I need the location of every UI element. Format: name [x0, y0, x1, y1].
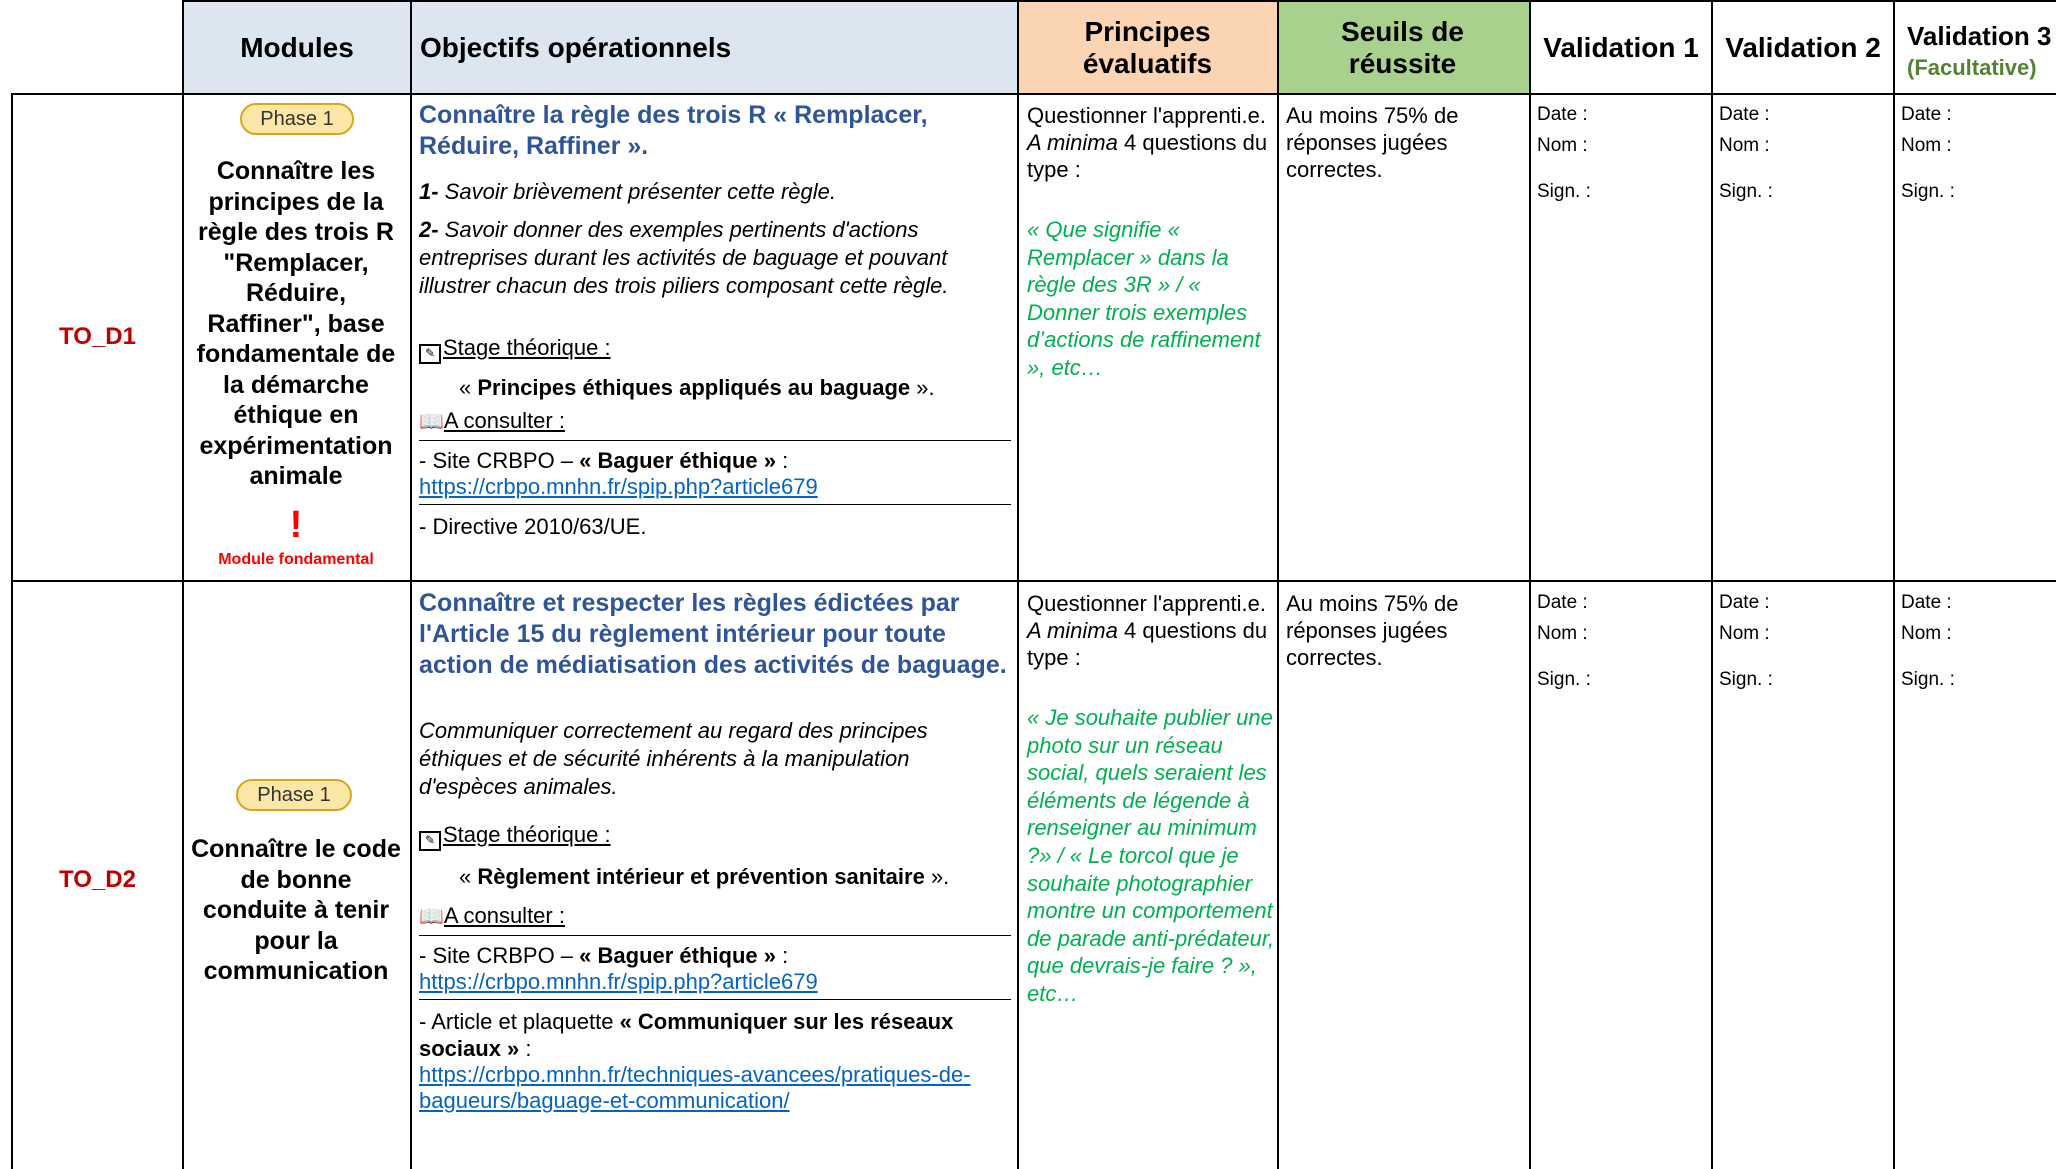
row-1-objective-title: Connaître la règle des trois R « Remplacer, Réduire, Raffiner ». — [419, 101, 928, 160]
row-1-v2-nom[interactable]: Nom : — [1719, 135, 1770, 156]
row-1-v2-sign[interactable]: Sign. : — [1719, 181, 1773, 202]
row-2-divider-1 — [419, 935, 1011, 936]
row-2-validation-1 — [1537, 590, 1707, 693]
row-2-stage-course — [419, 863, 1011, 890]
row-1-stage-title: Principes éthiques appliqués au baguage — [477, 375, 911, 400]
row-1-subgoal-2-text: Savoir donner des exemples pertinents d'actions entreprises durant les activités de baguage et pouvant illustrer chacun des trois piliers composant cette règle. — [419, 217, 949, 298]
row-1-fundamental-label: Module fondamental — [218, 551, 374, 568]
row-1-principes-1: Questionner l'apprenti.e. — [1027, 103, 1267, 128]
row-1-v1-nom[interactable]: Nom : — [1537, 135, 1588, 156]
row-1-module-title: Connaître les principes de la règle des trois R "Remplacer, Réduire, Raffiner", base fondamentale de la démarche éthique en expérimentation animale — [196, 157, 396, 490]
row-2-subgoal: Communiquer correctement au regard des principes éthiques et de sécurité inhérents à la manipulation d'espèces animales. — [419, 718, 928, 799]
header-validation-3-note: (Facultative) — [1907, 55, 2037, 80]
row-1-v1-sign[interactable]: Sign. : — [1537, 181, 1591, 202]
row-2-module-title: Connaître le code de bonne conduite à tenir pour la communication — [191, 835, 401, 985]
row-2-v2-nom[interactable]: Nom : — [1719, 623, 1770, 644]
row-2-stage — [419, 821, 1011, 851]
row-1-v1-date[interactable]: Date : — [1537, 104, 1588, 125]
header-principes: Principes évaluatifs — [1082, 15, 1213, 79]
row-1-subgoal-1-num: 1- — [419, 179, 439, 204]
row-2-v1-nom[interactable]: Nom : — [1537, 623, 1588, 644]
row-1-code: TO_D1 — [59, 323, 136, 350]
row-2-consult — [419, 902, 1011, 931]
row-1-directive: - Directive 2010/63/UE. — [419, 514, 647, 539]
row-2-validation-2 — [1719, 590, 1889, 693]
row-1-subgoal-2-num: 2- — [419, 217, 439, 242]
row-1-stage — [419, 334, 1011, 364]
row-2-principes-intro — [1027, 590, 1275, 671]
row-1-v3-sign[interactable]: Sign. : — [1901, 181, 1955, 202]
row-1-v3-nom[interactable]: Nom : — [1901, 135, 1952, 156]
row-1-consult — [419, 407, 1011, 436]
book-icon: 📖 — [419, 411, 444, 433]
row-2-article-suffix: : — [519, 1036, 532, 1061]
row-1-principes-intro — [1027, 102, 1273, 183]
header-seuils: Seuils de réussite — [1341, 15, 1464, 79]
row-2-article-title: « Communiquer sur les réseaux sociaux » — [419, 1009, 954, 1061]
row-1-stage-open: « — [459, 375, 478, 400]
header-validation-2: Validation 2 — [1725, 31, 1881, 63]
row-2-stage-open: « — [459, 864, 478, 889]
row-2-v3-date[interactable]: Date : — [1901, 592, 1952, 613]
row-1-stage-close: ». — [910, 375, 935, 400]
row-2-objective-title: Connaître et respecter les règles édictées par l'Article 15 du règlement intérieur pour toute action de médiatisation des activités de baguage. — [419, 589, 1007, 679]
row-2-principes-2: 4 questions du type : — [1027, 618, 1268, 670]
row-1-v2-date[interactable]: Date : — [1719, 104, 1770, 125]
row-2-v3-sign[interactable]: Sign. : — [1901, 669, 1955, 690]
row-2-v1-sign[interactable]: Sign. : — [1537, 669, 1591, 690]
row-1-seuils: Au moins 75% de réponses jugées correctes. — [1286, 103, 1459, 182]
row-1-subgoal-2 — [419, 216, 1011, 300]
row-1-site-suffix: : — [776, 448, 789, 473]
header-validation-3-label: Validation 3 — [1907, 21, 2052, 51]
row-2-consult-label: A consulter : — [443, 903, 565, 928]
row-1-subgoal-1-text: Savoir brièvement présenter cette règle. — [438, 179, 836, 204]
row-2-article — [419, 1008, 1011, 1062]
row-1-phase-badge — [240, 103, 354, 135]
row-1-principes-2: 4 questions du type : — [1027, 130, 1268, 182]
row-2-code: TO_D2 — [59, 866, 136, 893]
row-2-site-prefix: - Site CRBPO – — [419, 943, 580, 968]
row-1-validation-1 — [1537, 102, 1707, 205]
row-1-stage-label: Stage théorique : — [443, 335, 611, 360]
row-1-principes-minima: A minima — [1027, 130, 1118, 155]
row-2-v2-date[interactable]: Date : — [1719, 592, 1770, 613]
row-1-site-prefix: - Site CRBPO – — [419, 448, 580, 473]
row-1-divider-2 — [419, 504, 1011, 505]
row-1-objective — [419, 100, 1011, 540]
row-1-divider-1 — [419, 440, 1011, 441]
header-validation-1: Validation 1 — [1543, 31, 1699, 63]
row-2-v1-date[interactable]: Date : — [1537, 592, 1588, 613]
teacher-icon: ✎ — [419, 831, 441, 851]
row-1-principes — [1027, 102, 1273, 382]
row-2-site-link[interactable]: https://crbpo.mnhn.fr/spip.php?article679 — [419, 969, 818, 994]
row-2-divider-2 — [419, 999, 1011, 1000]
row-2-principes — [1027, 590, 1275, 1008]
row-1-principes-examples: « Que signifie « Remplacer » dans la règle des 3R » / « Donner trois exemples d’actions de raffinement », etc… — [1027, 217, 1261, 380]
row-2-principes-examples: « Je souhaite publier une photo sur un réseau social, quels seraient les éléments de légende à renseigner au minimum ?» / « Le torcol que je souhaite photographier montre un comportement de parade anti-prédateur, que devrais-je faire ? », etc… — [1027, 705, 1275, 1006]
row-2-site-suffix: : — [776, 943, 789, 968]
row-1-stage-course — [419, 374, 1011, 401]
row-1-v3-date[interactable]: Date : — [1901, 104, 1952, 125]
row-2-site-title: « Baguer éthique » — [579, 943, 776, 968]
header-objectifs: Objectifs opérationnels — [420, 31, 732, 63]
teacher-icon: ✎ — [419, 344, 441, 364]
header-modules: Modules — [240, 31, 354, 63]
row-1-fundamental-icon: ! — [289, 504, 303, 546]
row-2-phase-label: Phase 1 — [257, 783, 331, 806]
row-2-article-link[interactable]: https://crbpo.mnhn.fr/techniques-avancees/pratiques-de-bagueurs/baguage-et-communication/ — [419, 1062, 971, 1113]
row-2-seuils: Au moins 75% de réponses jugées correctes. — [1286, 591, 1459, 670]
row-2-principes-minima: A minima — [1027, 618, 1118, 643]
row-2-stage-close: ». — [924, 864, 950, 889]
row-2-validation-3 — [1901, 590, 2051, 693]
row-2-stage-title: Règlement intérieur et prévention sanitaire — [477, 864, 925, 889]
row-1-phase-label: Phase 1 — [260, 107, 334, 130]
row-1-validation-3 — [1901, 102, 2051, 205]
row-2-article-prefix: - Article et plaquette — [419, 1009, 620, 1034]
row-2-v2-sign[interactable]: Sign. : — [1719, 669, 1773, 690]
header-validation-3 — [1907, 20, 2056, 84]
row-2-objective — [419, 588, 1011, 1114]
row-1-site — [419, 447, 1011, 474]
row-1-subgoal-1 — [419, 178, 1011, 206]
row-2-principes-1: Questionner l'apprenti.e. — [1027, 591, 1267, 616]
row-1-consult-label: A consulter : — [443, 408, 565, 433]
row-1-site-title: « Baguer éthique » — [579, 448, 776, 473]
row-1-site-link[interactable]: https://crbpo.mnhn.fr/spip.php?article679 — [419, 474, 818, 499]
row-1-validation-2 — [1719, 102, 1889, 205]
row-2-stage-label: Stage théorique : — [443, 822, 611, 847]
row-2-v3-nom[interactable]: Nom : — [1901, 623, 1952, 644]
book-icon: 📖 — [419, 906, 444, 928]
row-2-site — [419, 942, 1011, 969]
row-2-phase-badge — [236, 779, 352, 811]
